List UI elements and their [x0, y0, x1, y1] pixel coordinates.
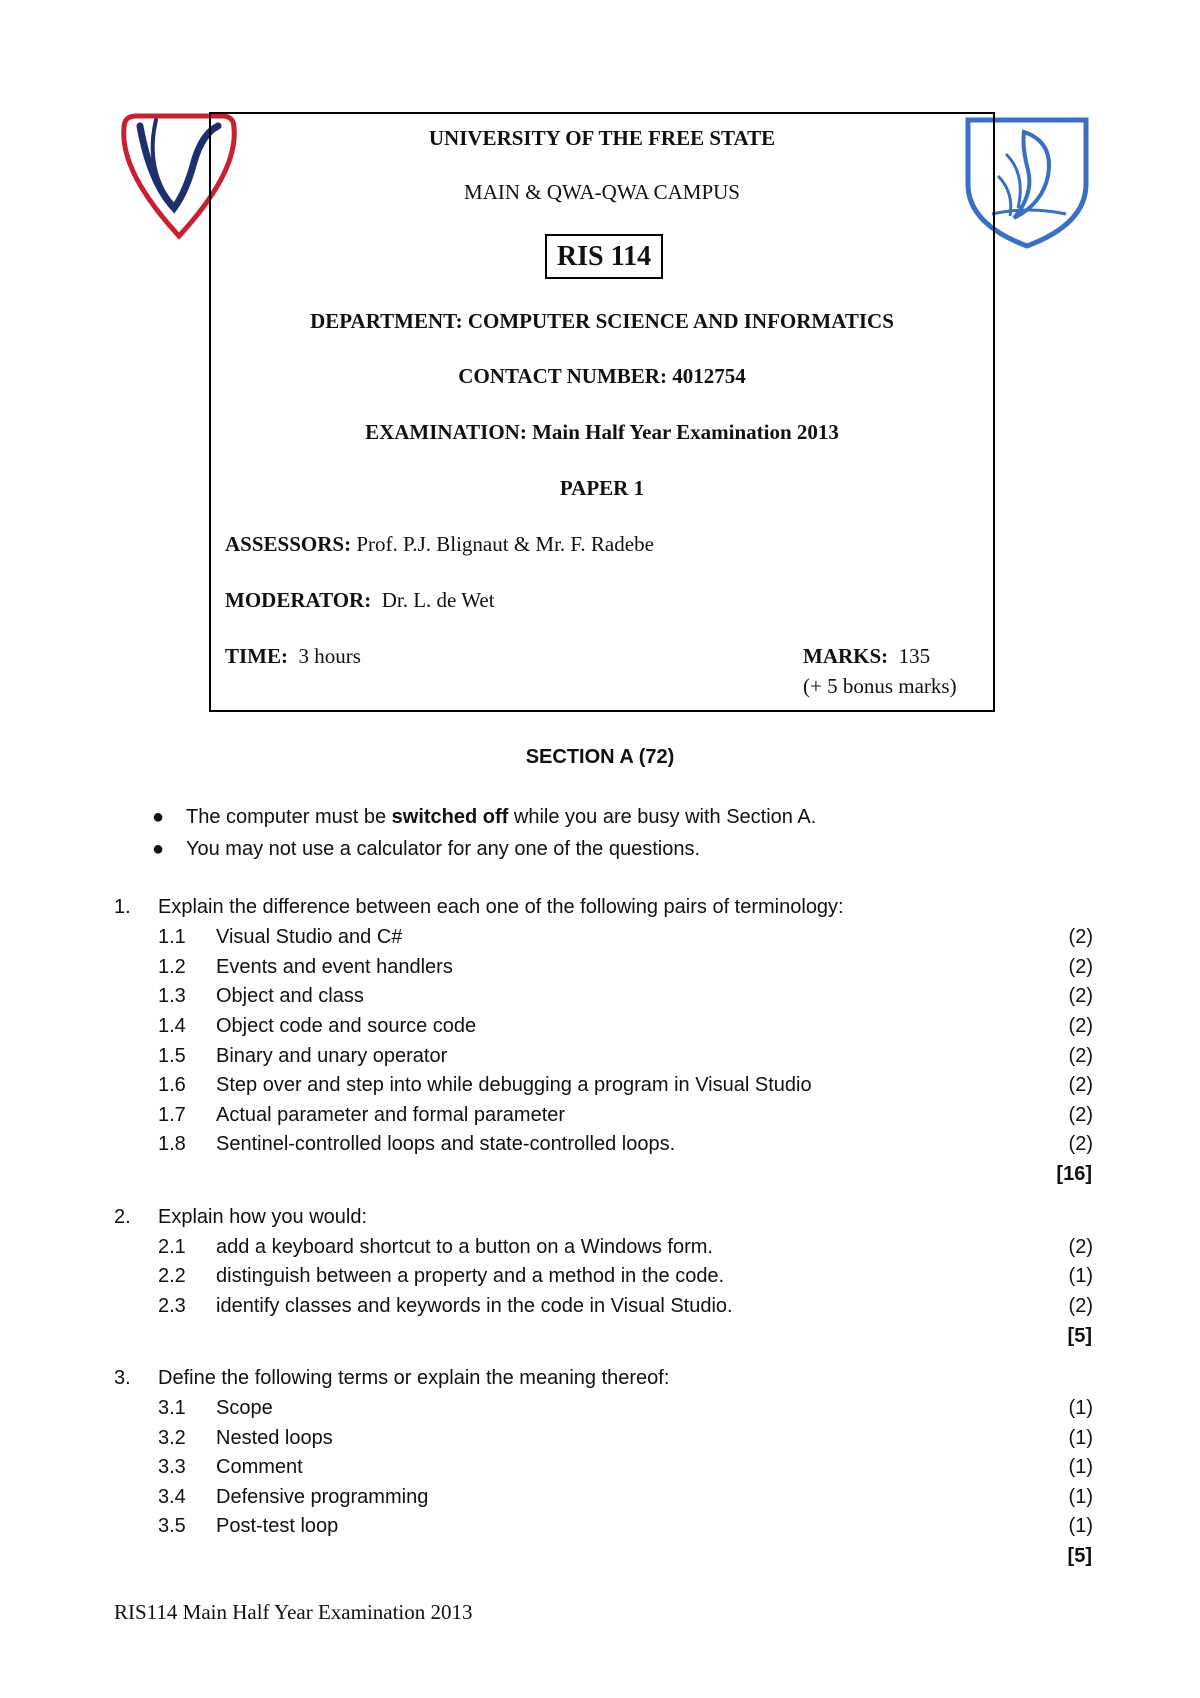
marks-label: MARKS: [803, 644, 889, 668]
module-code-box: RIS 114 [545, 234, 663, 279]
question-number: 3. [114, 1367, 131, 1389]
marks-line [803, 644, 930, 669]
moderator-value: Dr. L. de Wet [381, 588, 495, 612]
question-text: Define the following terms or explain the meaning thereof: [158, 1367, 670, 1389]
moderator-line [225, 588, 495, 613]
question-text: Explain the difference between each one of the following pairs of terminology: [158, 896, 844, 918]
bullet-icon: ● [152, 806, 165, 828]
university-name: UNIVERSITY OF THE FREE STATE [428, 126, 776, 150]
section-title: SECTION A (72) [525, 746, 675, 768]
examination-label: EXAMINATION: [365, 420, 527, 444]
question-1 [114, 896, 844, 919]
marks-value: 135 [898, 644, 931, 668]
paper-number: PAPER 1 [559, 476, 645, 500]
question-number: 1. [114, 896, 131, 918]
assessors-value: Prof. P.J. Blignaut & Mr. F. Radebe [356, 532, 654, 556]
time-value: 3 hours [298, 644, 361, 668]
time-label: TIME: [225, 644, 288, 668]
bullet-icon: ● [152, 838, 165, 860]
question-total: [16] [1056, 1163, 1092, 1185]
question-total: [5] [1067, 1325, 1092, 1347]
moderator-label: MODERATOR: [225, 588, 372, 612]
department: DEPARTMENT: COMPUTER SCIENCE AND INFORMATICS [310, 309, 894, 333]
question-3 [114, 1367, 669, 1390]
assessors-line [225, 532, 654, 557]
examination-value: Main Half Year Examination 2013 [532, 420, 839, 444]
bonus-marks: (+ 5 bonus marks) [803, 674, 957, 698]
question-number: 2. [114, 1206, 131, 1228]
question-2 [114, 1206, 367, 1229]
instruction-bullet: ● You may not use a calculator for any one of the questions. [152, 838, 701, 860]
assessors-label: ASSESSORS: [225, 532, 352, 556]
contact-number: CONTACT NUMBER: 4012754 [458, 364, 746, 388]
page-footer: RIS114 Main Half Year Examination 2013 [114, 1600, 473, 1624]
examination-line [211, 420, 993, 445]
exam-header-box [209, 112, 995, 712]
question-total: [5] [1067, 1545, 1092, 1567]
instruction-bullet: ● The computer must be switched off while you are busy with Section A. [152, 806, 817, 828]
campus-name: MAIN & QWA-QWA CAMPUS [464, 180, 740, 204]
time-line [225, 644, 361, 669]
question-text: Explain how you would: [158, 1206, 368, 1228]
